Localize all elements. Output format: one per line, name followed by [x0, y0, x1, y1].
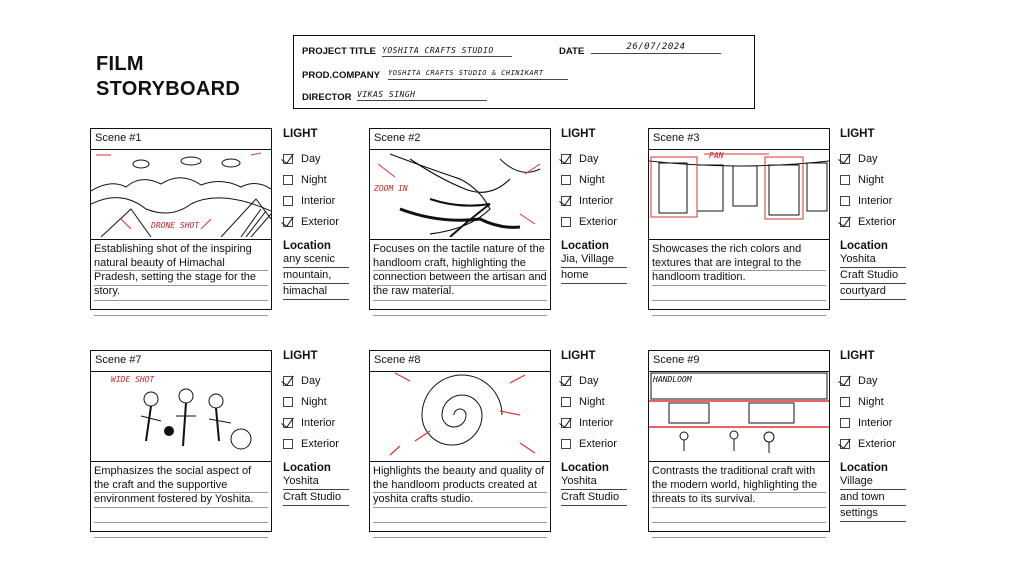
- location-line: Craft Studio: [840, 268, 906, 284]
- light-option-label: Day: [301, 152, 321, 165]
- light-option-interior[interactable]: [283, 190, 349, 211]
- light-option-label: Night: [579, 173, 605, 186]
- checkbox[interactable]: [283, 217, 293, 227]
- light-option-exterior[interactable]: [561, 433, 627, 454]
- checkbox[interactable]: [561, 196, 571, 206]
- light-option-label: Exterior: [301, 215, 339, 228]
- light-option-label: Exterior: [858, 437, 896, 450]
- light-option-day[interactable]: [283, 370, 349, 391]
- light-option-day[interactable]: [283, 148, 349, 169]
- scene-side-panel: [561, 128, 627, 284]
- checkbox[interactable]: [840, 175, 850, 185]
- light-option-label: Night: [858, 395, 884, 408]
- location-line: Craft Studio: [561, 490, 627, 506]
- location-line: Village: [840, 474, 906, 490]
- scene-description-text: Highlights the beauty and quality of the handloom products created at yoshita crafts studio.: [373, 465, 545, 505]
- scene-sketch: [370, 371, 550, 459]
- light-option-label: Exterior: [858, 215, 896, 228]
- date-label: DATE: [559, 46, 585, 57]
- light-option-label: Day: [579, 374, 599, 387]
- scene-label: Scene #7: [91, 351, 271, 372]
- light-option-label: Night: [301, 395, 327, 408]
- light-option-night[interactable]: [840, 169, 906, 190]
- light-option-label: Day: [858, 374, 878, 387]
- location-line: Yoshita: [840, 252, 906, 268]
- light-option-day[interactable]: [840, 370, 906, 391]
- light-option-label: Day: [301, 374, 321, 387]
- scene-side-panel: [561, 350, 627, 506]
- prod-company-field[interactable]: YOSHITA CRAFTS STUDIO & CHINIKART: [388, 68, 568, 80]
- location-line: and town: [840, 490, 906, 506]
- light-heading: LIGHT: [840, 128, 875, 140]
- light-option-label: Interior: [301, 194, 336, 207]
- light-option-night[interactable]: [561, 169, 627, 190]
- light-option-label: Night: [301, 173, 327, 186]
- project-info-box: [293, 35, 755, 109]
- prod-company-label: PROD.COMPANY: [302, 70, 380, 81]
- location-value: [840, 252, 906, 300]
- scene-sketch: [91, 371, 271, 459]
- scene-sketch: [649, 149, 829, 237]
- light-heading: LIGHT: [283, 350, 318, 362]
- location-heading: Location: [840, 462, 888, 474]
- scene-description: [91, 461, 271, 531]
- light-option-label: Interior: [858, 416, 893, 429]
- location-heading: Location: [561, 462, 609, 474]
- checkbox[interactable]: [561, 418, 571, 428]
- location-heading: Location: [561, 240, 609, 252]
- scene-frame: [90, 350, 272, 532]
- scene-label: Scene #8: [370, 351, 550, 372]
- checkbox[interactable]: [561, 376, 571, 386]
- light-option-interior[interactable]: [561, 190, 627, 211]
- light-option-interior[interactable]: [283, 412, 349, 433]
- checkbox[interactable]: [840, 376, 850, 386]
- checkbox[interactable]: [840, 397, 850, 407]
- light-option-night[interactable]: [283, 169, 349, 190]
- date-field[interactable]: 26/07/2024: [591, 42, 721, 54]
- light-heading: LIGHT: [840, 350, 875, 362]
- location-value: [840, 474, 906, 522]
- scene-description-text: Showcases the rich colors and textures that are integral to the handloom tradition.: [652, 243, 802, 283]
- shot-annotation: WIDE SHOT: [111, 375, 155, 384]
- light-option-day[interactable]: [561, 148, 627, 169]
- location-line: mountain,: [283, 268, 349, 284]
- checkbox[interactable]: [561, 397, 571, 407]
- light-option-label: Day: [858, 152, 878, 165]
- scene-label: Scene #3: [649, 129, 829, 150]
- scene-side-panel: [840, 350, 906, 522]
- title-line-1: FILM: [96, 53, 144, 75]
- checkbox[interactable]: [283, 439, 293, 449]
- light-option-day[interactable]: [561, 370, 627, 391]
- scene-sketch: [649, 371, 829, 459]
- scene-side-panel: [283, 128, 349, 300]
- scene-description-text: Emphasizes the social aspect of the craft and the supportive environment fostered by Yoshita.: [94, 465, 254, 505]
- shot-annotation: DRONE SHOT: [151, 221, 200, 230]
- scene-label: Scene #9: [649, 351, 829, 372]
- location-value: [283, 252, 349, 300]
- scene-frame: [90, 128, 272, 310]
- light-option-label: Interior: [579, 416, 614, 429]
- checkbox[interactable]: [283, 175, 293, 185]
- checkbox[interactable]: [840, 439, 850, 449]
- scene-frame: [369, 128, 551, 310]
- checkbox[interactable]: [840, 418, 850, 428]
- storyboard-title: [96, 52, 240, 102]
- light-option-label: Night: [579, 395, 605, 408]
- scene-side-panel: [840, 128, 906, 300]
- light-option-interior[interactable]: [840, 412, 906, 433]
- title-line-2: STORYBOARD: [96, 78, 241, 100]
- light-option-label: Day: [579, 152, 599, 165]
- light-option-label: Interior: [858, 194, 893, 207]
- scene-label: Scene #1: [91, 129, 271, 150]
- location-heading: Location: [840, 240, 888, 252]
- light-option-exterior[interactable]: [840, 433, 906, 454]
- shot-annotation: ZOOM IN: [374, 184, 408, 193]
- scene-description: [649, 239, 829, 309]
- light-heading: LIGHT: [561, 350, 596, 362]
- light-option-night[interactable]: [561, 391, 627, 412]
- checkbox[interactable]: [283, 196, 293, 206]
- light-option-label: Exterior: [301, 437, 339, 450]
- location-line: himachal: [283, 284, 349, 300]
- checkbox[interactable]: [561, 175, 571, 185]
- checkbox[interactable]: [840, 196, 850, 206]
- checkbox[interactable]: [561, 439, 571, 449]
- location-line: any scenic: [283, 252, 349, 268]
- scene-description: [91, 239, 271, 309]
- light-option-exterior[interactable]: [561, 211, 627, 232]
- project-title-label: PROJECT TITLE: [302, 46, 376, 57]
- location-line: settings: [840, 506, 906, 522]
- location-line: Craft Studio: [283, 490, 349, 506]
- location-line: courtyard: [840, 284, 906, 300]
- director-label: DIRECTOR: [302, 92, 352, 103]
- shot-annotation: PAN: [709, 151, 724, 160]
- light-option-night[interactable]: [283, 391, 349, 412]
- scene-description-text: Contrasts the traditional craft with the modern world, highlighting the threats to its survival.: [652, 465, 818, 505]
- light-option-night[interactable]: [840, 391, 906, 412]
- scene-sketch: [370, 149, 550, 237]
- checkbox[interactable]: [283, 418, 293, 428]
- light-option-exterior[interactable]: [283, 211, 349, 232]
- light-option-label: Interior: [301, 416, 336, 429]
- location-value: [561, 252, 627, 284]
- light-option-label: Exterior: [579, 215, 617, 228]
- checkbox[interactable]: [840, 217, 850, 227]
- location-line: Yoshita: [283, 474, 349, 490]
- location-value: [283, 474, 349, 506]
- location-line: Yoshita: [561, 474, 627, 490]
- light-option-interior[interactable]: [561, 412, 627, 433]
- checkbox[interactable]: [561, 217, 571, 227]
- scene-frame: [369, 350, 551, 532]
- light-heading: LIGHT: [283, 128, 318, 140]
- light-option-exterior[interactable]: [840, 211, 906, 232]
- scene-description: [649, 461, 829, 531]
- location-heading: Location: [283, 462, 331, 474]
- checkbox[interactable]: [561, 154, 571, 164]
- light-option-label: Night: [858, 173, 884, 186]
- director-field[interactable]: VIKAS SINGH: [357, 89, 487, 101]
- shot-annotation: HANDLOOM: [653, 375, 692, 384]
- scene-frame: [648, 350, 830, 532]
- light-option-interior[interactable]: [840, 190, 906, 211]
- scene-frame: [648, 128, 830, 310]
- location-line: Jia, Village: [561, 252, 627, 268]
- scene-description: [370, 461, 550, 531]
- light-option-label: Exterior: [579, 437, 617, 450]
- scene-label: Scene #2: [370, 129, 550, 150]
- light-option-exterior[interactable]: [283, 433, 349, 454]
- light-heading: LIGHT: [561, 128, 596, 140]
- checkbox[interactable]: [283, 397, 293, 407]
- light-option-label: Interior: [579, 194, 614, 207]
- checkbox[interactable]: [283, 154, 293, 164]
- location-value: [561, 474, 627, 506]
- scene-description-text: Establishing shot of the inspiring natural beauty of Himachal Pradesh, setting the stage for the story.: [94, 243, 257, 297]
- scene-description-text: Focuses on the tactile nature of the handloom craft, highlighting the connection between the artisan and the raw material.: [373, 243, 547, 297]
- checkbox[interactable]: [840, 154, 850, 164]
- checkbox[interactable]: [283, 376, 293, 386]
- scene-description: [370, 239, 550, 309]
- project-title-field[interactable]: YOSHITA CRAFTS STUDIO: [382, 45, 512, 57]
- location-line: home: [561, 268, 627, 284]
- location-heading: Location: [283, 240, 331, 252]
- light-option-day[interactable]: [840, 148, 906, 169]
- scene-side-panel: [283, 350, 349, 506]
